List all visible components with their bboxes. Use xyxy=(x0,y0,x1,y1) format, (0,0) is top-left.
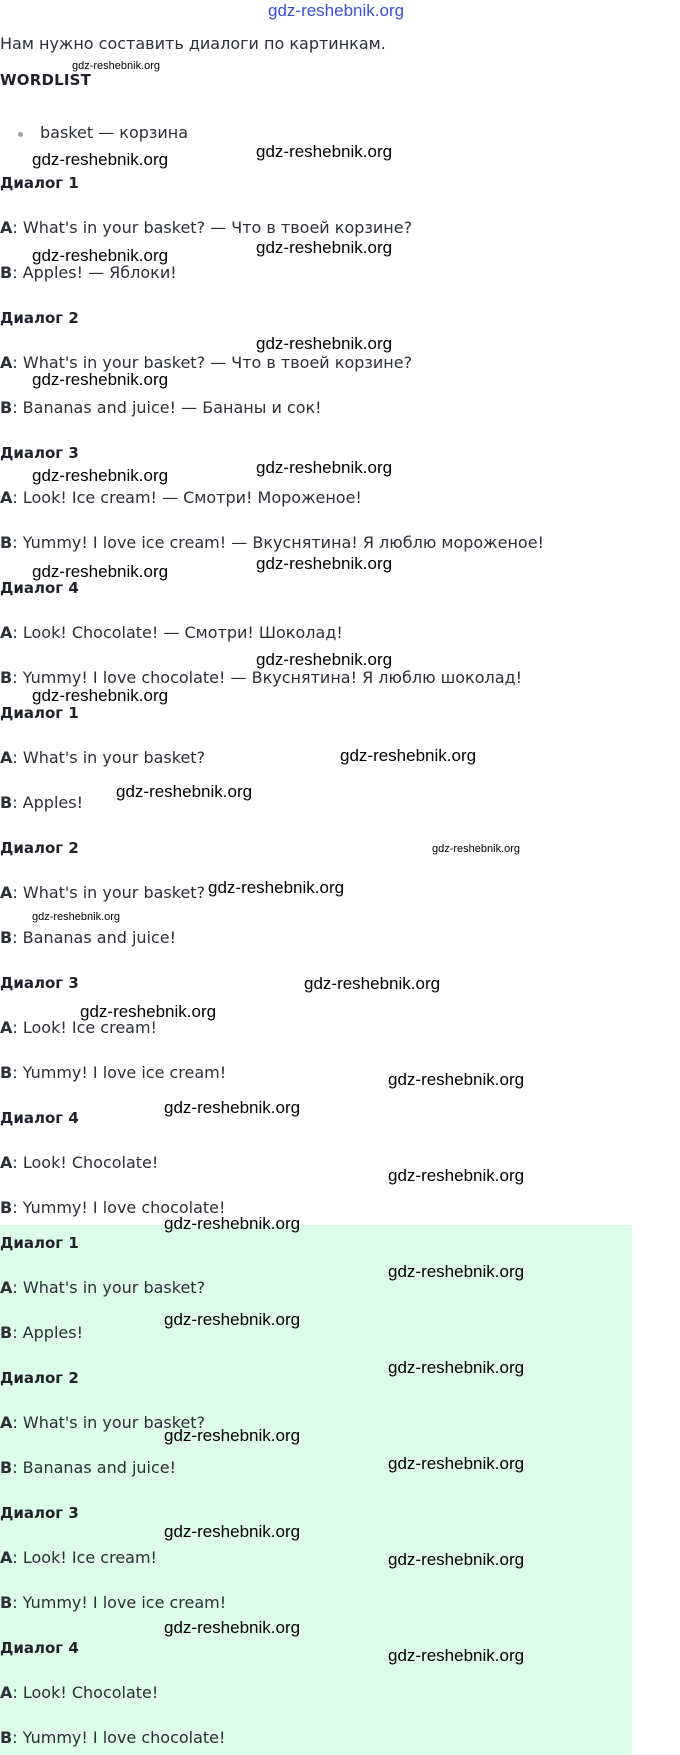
dialog-title: Диалог 2 xyxy=(0,1369,79,1387)
speaker-label: B xyxy=(0,1198,13,1217)
dialog-line xyxy=(0,218,412,238)
speaker-label: A xyxy=(0,1153,13,1172)
watermark: gdz-reshebnik.org xyxy=(32,370,169,389)
line-text: : Bananas and juice! xyxy=(12,928,177,947)
watermark: gdz-reshebnik.org xyxy=(164,1310,301,1329)
watermark: gdz-reshebnik.org xyxy=(72,60,161,72)
line-text: : Apples! xyxy=(12,793,83,812)
intro-text: Нам нужно составить диалоги по картинкам. xyxy=(0,34,386,53)
speaker-label: A xyxy=(0,1278,13,1297)
watermark: gdz-reshebnik.org xyxy=(164,1426,301,1445)
speaker-label: B xyxy=(0,668,13,687)
speaker-label: A xyxy=(0,488,13,507)
watermark: gdz-reshebnik.org xyxy=(256,458,393,477)
watermark: gdz-reshebnik.org xyxy=(32,246,169,265)
speaker-label: A xyxy=(0,353,13,372)
dialog-title: Диалог 4 xyxy=(0,1639,79,1657)
speaker-label: B xyxy=(0,533,13,552)
dialog-line xyxy=(0,1593,226,1613)
speaker-label: B xyxy=(0,1728,13,1747)
speaker-label: B xyxy=(0,793,13,812)
speaker-label: A xyxy=(0,623,13,642)
watermark: gdz-reshebnik.org xyxy=(256,142,393,161)
dialog-title: Диалог 1 xyxy=(0,174,79,192)
speaker-label: A xyxy=(0,1018,13,1037)
line-text: : Yummy! I love ice cream! — Вкуснятина! Я люблю мороженое! xyxy=(12,533,544,552)
watermark: gdz-reshebnik.org xyxy=(388,1262,525,1281)
line-text: : Apples! — Яблоки! xyxy=(12,263,177,282)
dialog-line xyxy=(0,928,176,948)
watermark: gdz-reshebnik.org xyxy=(256,334,393,353)
line-text: : Yummy! I love chocolate! — Вкуснятина! Я люблю шоколад! xyxy=(12,668,523,687)
watermark: gdz-reshebnik.org xyxy=(388,1646,525,1665)
line-text: : Yummy! I love chocolate! xyxy=(12,1198,226,1217)
line-text: : Look! Chocolate! xyxy=(12,1153,159,1172)
watermark: gdz-reshebnik.org xyxy=(32,686,169,705)
speaker-label: B xyxy=(0,1063,13,1082)
line-text: : What's in your basket? xyxy=(12,883,206,902)
list-bullet xyxy=(18,132,23,137)
dialog-line xyxy=(0,533,544,553)
dialog-title: Диалог 3 xyxy=(0,444,79,462)
watermark: gdz-reshebnik.org xyxy=(32,466,169,485)
speaker-label: B xyxy=(0,1323,13,1342)
watermark: gdz-reshebnik.org xyxy=(340,746,477,765)
line-text: : What's in your basket? — Что в твоей корзине? xyxy=(12,353,413,372)
line-text: : Bananas and juice! xyxy=(12,1458,177,1477)
dialog-line xyxy=(0,1458,176,1478)
top-watermark: gdz-reshebnik.org xyxy=(268,1,405,20)
dialog-line xyxy=(0,1683,158,1703)
dialog-line xyxy=(0,398,322,418)
line-text: : Look! Ice cream! — Смотри! Мороженое! xyxy=(12,488,362,507)
watermark: gdz-reshebnik.org xyxy=(32,562,169,581)
dialog-line xyxy=(0,623,343,643)
speaker-label: A xyxy=(0,1683,13,1702)
dialog-line xyxy=(0,1323,83,1343)
wordlist-title: WORDLIST xyxy=(0,71,92,89)
speaker-label: A xyxy=(0,1548,13,1567)
dialog-title: Диалог 3 xyxy=(0,1504,79,1522)
line-text: : What's in your basket? xyxy=(12,1278,206,1297)
dialog-line xyxy=(0,883,205,903)
dialog-title: Диалог 1 xyxy=(0,1234,79,1252)
watermark: gdz-reshebnik.org xyxy=(32,911,121,923)
speaker-label: B xyxy=(0,1593,13,1612)
watermark: gdz-reshebnik.org xyxy=(164,1618,301,1637)
line-text: : Look! Chocolate! xyxy=(12,1683,159,1702)
speaker-label: B xyxy=(0,263,13,282)
line-text: : Bananas and juice! — Бананы и сок! xyxy=(12,398,322,417)
speaker-label: B xyxy=(0,928,13,947)
dialog-line xyxy=(0,1548,157,1568)
watermark: gdz-reshebnik.org xyxy=(116,782,253,801)
line-text: : What's in your basket? xyxy=(12,748,206,767)
watermark: gdz-reshebnik.org xyxy=(208,878,345,897)
dialog-title: Диалог 4 xyxy=(0,579,79,597)
dialog-title: Диалог 3 xyxy=(0,974,79,992)
watermark: gdz-reshebnik.org xyxy=(388,1070,525,1089)
line-text: : Yummy! I love chocolate! xyxy=(12,1728,226,1747)
watermark: gdz-reshebnik.org xyxy=(388,1550,525,1569)
watermark: gdz-reshebnik.org xyxy=(304,974,441,993)
dialog-line xyxy=(0,668,522,688)
line-text: : Yummy! I love ice cream! xyxy=(12,1593,227,1612)
line-text: : Look! Ice cream! xyxy=(12,1548,157,1567)
line-text: : Look! Chocolate! — Смотри! Шоколад! xyxy=(12,623,343,642)
dialog-title: Диалог 2 xyxy=(0,309,79,327)
watermark: gdz-reshebnik.org xyxy=(164,1098,301,1117)
dialog-line xyxy=(0,793,83,813)
speaker-label: A xyxy=(0,883,13,902)
speaker-label: B xyxy=(0,1458,13,1477)
line-text: : What's in your basket? — Что в твоей корзине? xyxy=(12,218,413,237)
dialog-line xyxy=(0,488,362,508)
watermark: gdz-reshebnik.org xyxy=(164,1522,301,1541)
speaker-label: A xyxy=(0,218,13,237)
watermark: gdz-reshebnik.org xyxy=(388,1454,525,1473)
watermark: gdz-reshebnik.org xyxy=(388,1166,525,1185)
dialog-title: Диалог 1 xyxy=(0,704,79,722)
line-text: : What's in your basket? xyxy=(12,1413,206,1432)
dialog-title: Диалог 2 xyxy=(0,839,79,857)
watermark: gdz-reshebnik.org xyxy=(80,1002,217,1021)
dialog-line xyxy=(0,1728,225,1748)
watermark: gdz-reshebnik.org xyxy=(432,843,521,855)
watermark: gdz-reshebnik.org xyxy=(164,1214,301,1233)
dialog-line xyxy=(0,1063,226,1083)
dialog-line xyxy=(0,748,205,768)
watermark: gdz-reshebnik.org xyxy=(256,650,393,669)
speaker-label: A xyxy=(0,748,13,767)
dialog-line xyxy=(0,1278,205,1298)
highlighted-answer-block xyxy=(0,1225,632,1755)
watermark: gdz-reshebnik.org xyxy=(388,1358,525,1377)
watermark: gdz-reshebnik.org xyxy=(256,238,393,257)
watermark: gdz-reshebnik.org xyxy=(32,150,169,169)
line-text: : Yummy! I love ice cream! xyxy=(12,1063,227,1082)
line-text: : Look! Ice cream! xyxy=(12,1018,157,1037)
speaker-label: B xyxy=(0,398,13,417)
dialog-title: Диалог 4 xyxy=(0,1109,79,1127)
dialog-line xyxy=(0,1153,158,1173)
dialog-line xyxy=(0,263,177,283)
wordlist-item: basket — корзина xyxy=(40,123,189,142)
watermark: gdz-reshebnik.org xyxy=(256,554,393,573)
speaker-label: A xyxy=(0,1413,13,1432)
line-text: : Apples! xyxy=(12,1323,83,1342)
